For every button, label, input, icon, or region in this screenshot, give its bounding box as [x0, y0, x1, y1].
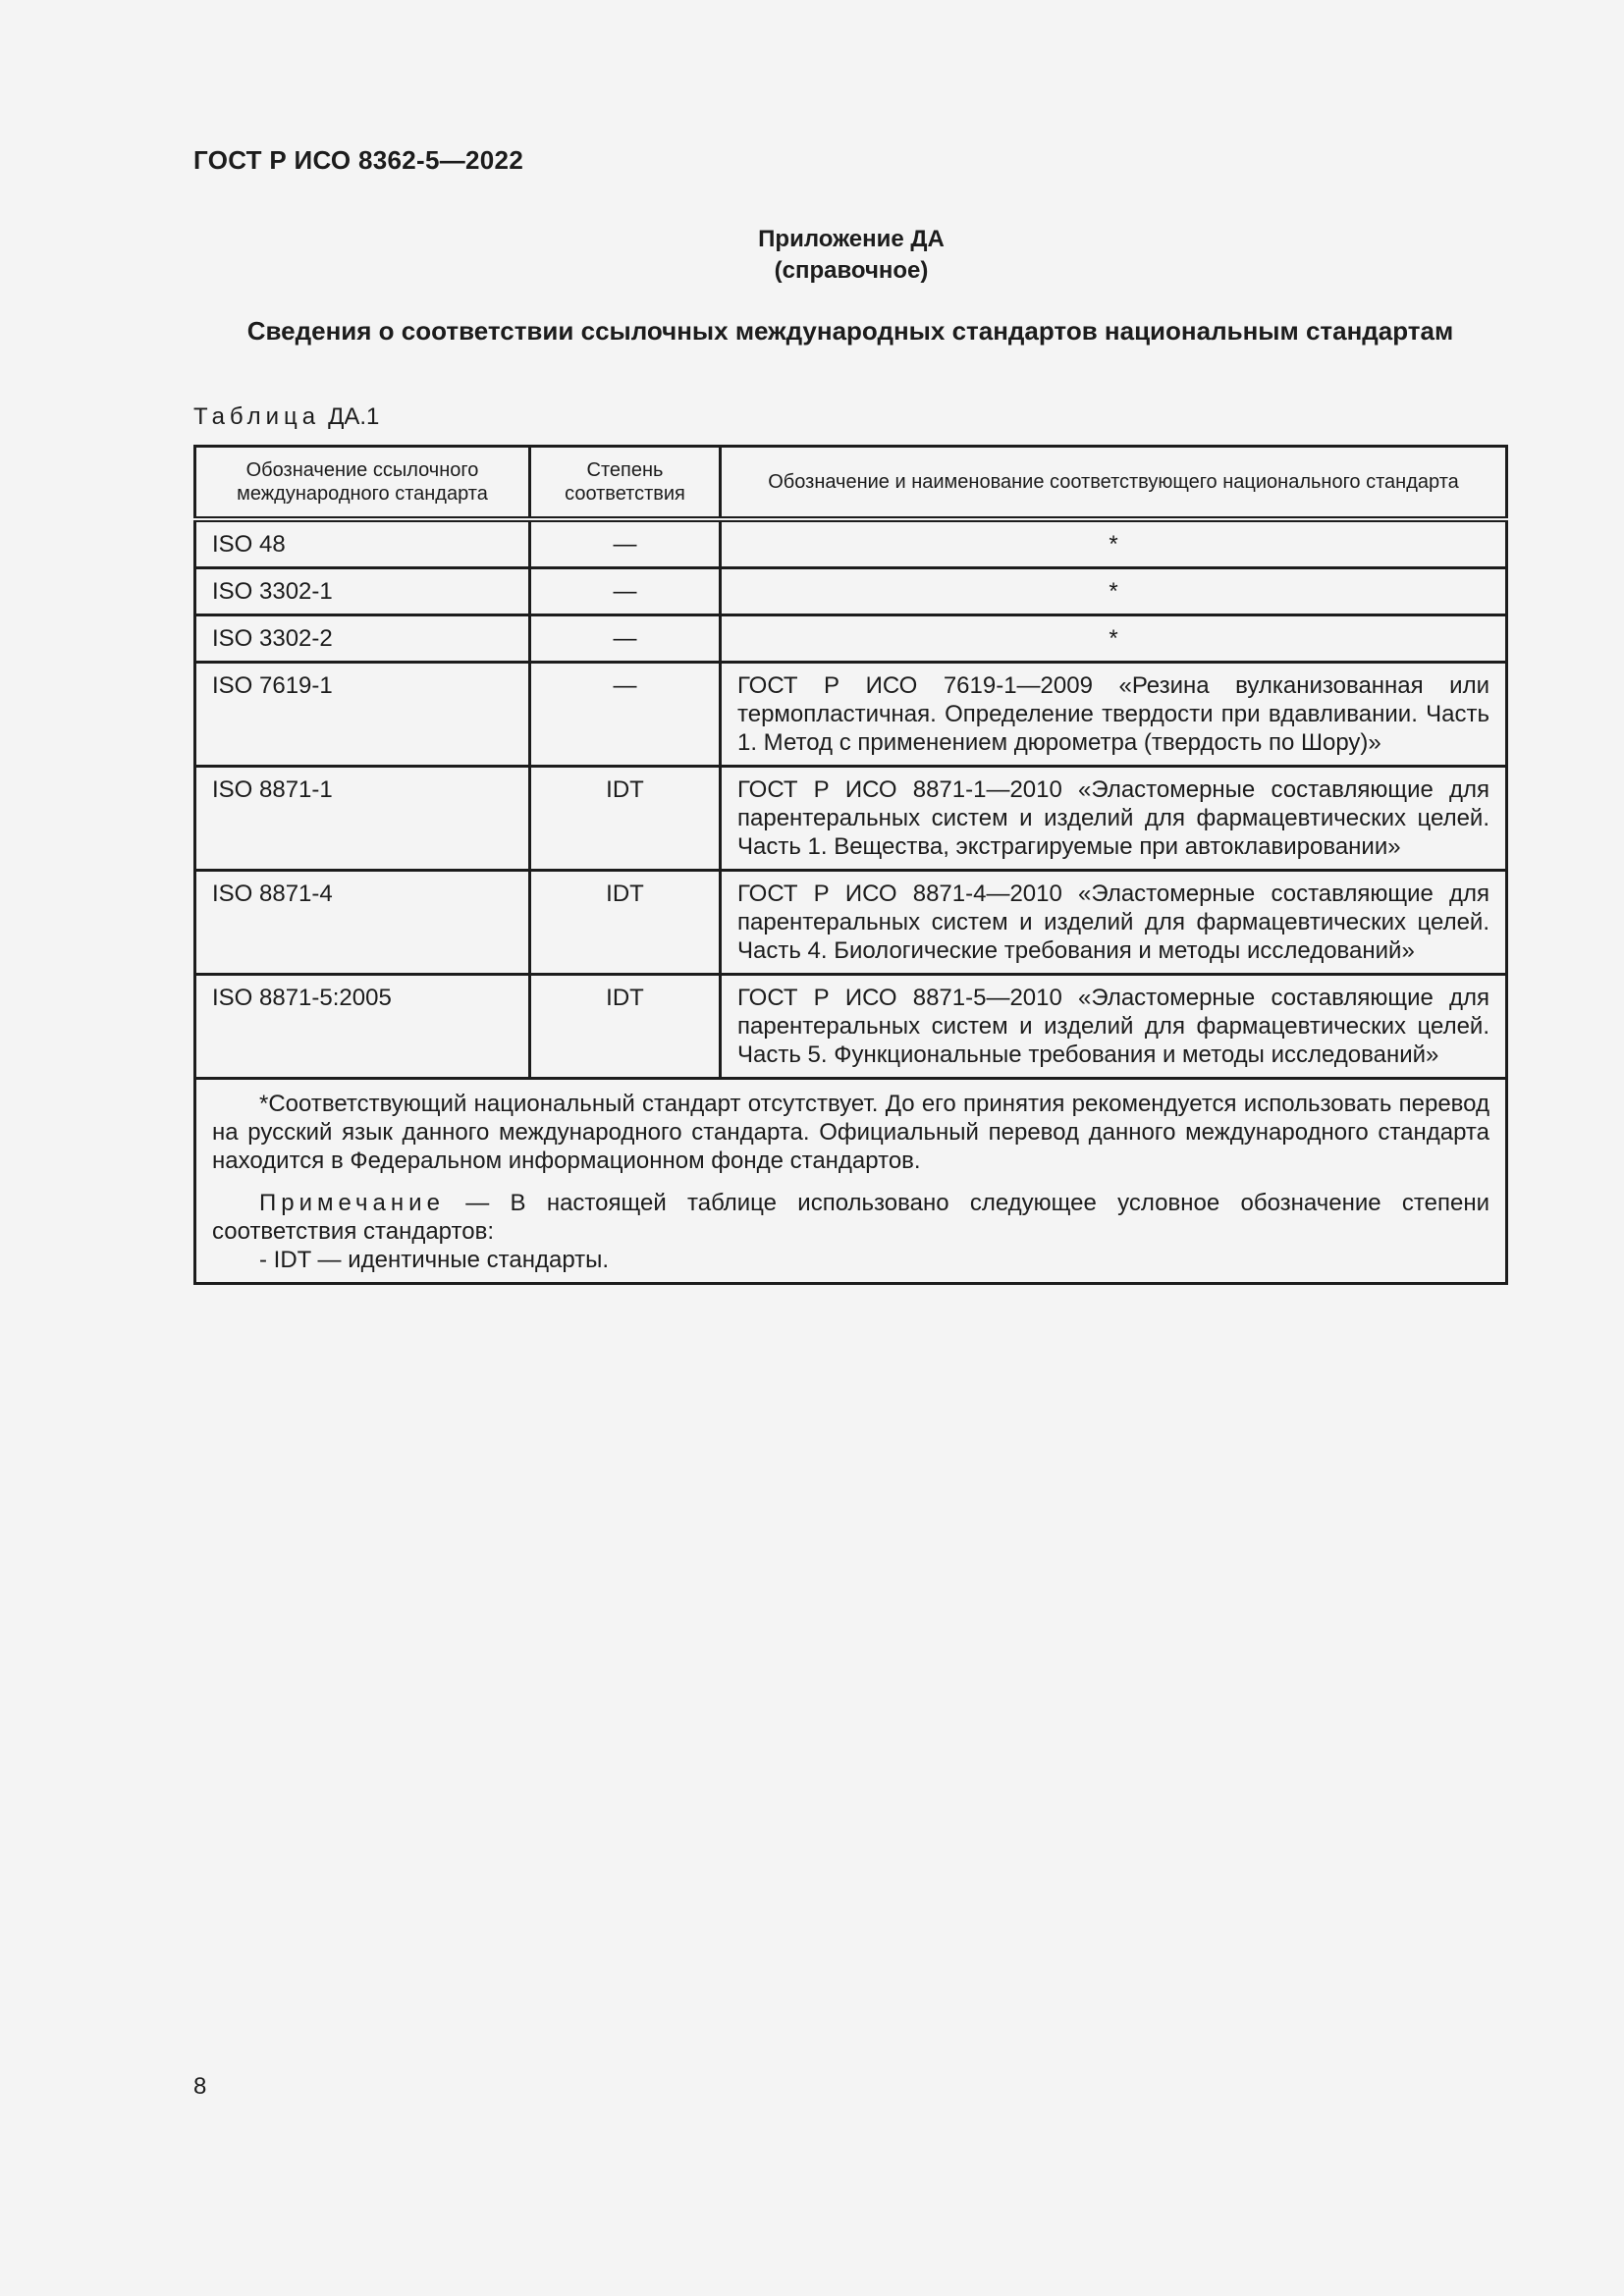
cell-code: ISO 8871-1 [195, 767, 530, 871]
cell-code: ISO 3302-2 [195, 615, 530, 663]
cell-national: * [721, 519, 1507, 568]
cell-degree: — [530, 615, 721, 663]
table-row [195, 568, 1507, 615]
annex-label: Приложение ДА [758, 226, 945, 252]
table-row [195, 975, 1507, 1079]
header-national-standard: Обозначение и наименование соответствующего национального стандарта [721, 447, 1507, 520]
cell-national: * [721, 568, 1507, 615]
table-footnote-cell [195, 1079, 1507, 1284]
annex-title: Сведения о соответствии ссылочных международных стандартов национальным стандартам [246, 316, 1454, 346]
cell-degree: — [530, 663, 721, 767]
table-row [195, 519, 1507, 568]
cell-national: ГОСТ Р ИСО 8871-1—2010 «Эластомерные составляющие для парентеральных систем и изделий для фармацевтических целей. Часть 1. Вещества, экстрагируемые при автоклавировании» [721, 767, 1507, 871]
cell-degree: IDT [530, 767, 721, 871]
table-row [195, 871, 1507, 975]
table-caption [193, 403, 379, 431]
header-international-standard: Обозначение ссылочного международного стандарта [195, 447, 530, 520]
cell-degree: IDT [530, 871, 721, 975]
table-row [195, 615, 1507, 663]
page-number: 8 [193, 2073, 207, 2100]
table-header-row [195, 447, 1507, 520]
footnote-text: *Соответствующий национальный стандарт отсутствует. До его принятия рекомендуется использовать перевод на русский язык данного международного стандарта. Официальный перевод данного международного стандарта находится в Федеральном информационном фонде стандартов. [212, 1091, 1489, 1174]
cell-degree: — [530, 568, 721, 615]
cell-code: ISO 8871-4 [195, 871, 530, 975]
note-list-item: - IDT — идентичные стандарты. [259, 1247, 610, 1273]
cell-code: ISO 48 [195, 519, 530, 568]
table-row [195, 767, 1507, 871]
cell-national: * [721, 615, 1507, 663]
cell-national: ГОСТ Р ИСО 7619-1—2009 «Резина вулканизованная или термопластичная. Определение твердости при вдавливании. Часть 1. Метод с применением дюрометра (твердость по Шору)» [721, 663, 1507, 767]
cell-code: ISO 3302-1 [195, 568, 530, 615]
note-label: Примечание [259, 1190, 445, 1216]
table-row [195, 663, 1507, 767]
table-caption-word: Таблица [193, 403, 321, 430]
cell-code: ISO 7619-1 [195, 663, 530, 767]
cell-national: ГОСТ Р ИСО 8871-4—2010 «Эластомерные составляющие для парентеральных систем и изделий для фармацевтических целей. Часть 4. Биологические требования и методы исследований» [721, 871, 1507, 975]
table-caption-number: ДА.1 [328, 403, 380, 430]
header-degree: Степень соответствия [530, 447, 721, 520]
cell-code: ISO 8871-5:2005 [195, 975, 530, 1079]
cell-degree: IDT [530, 975, 721, 1079]
cell-degree: — [530, 519, 721, 568]
correspondence-table [193, 445, 1508, 1285]
note-text: — В настоящей таблице использовано следующее условное обозначение степени соответствия стандартов: [212, 1190, 1489, 1245]
table-footnote-row [195, 1079, 1507, 1284]
document-designation: ГОСТ Р ИСО 8362-5—2022 [193, 145, 524, 175]
table-note [212, 1189, 1489, 1246]
cell-national: ГОСТ Р ИСО 8871-5—2010 «Эластомерные составляющие для парентеральных систем и изделий для фармацевтических целей. Часть 5. Функциональные требования и методы исследований» [721, 975, 1507, 1079]
annex-type: (справочное) [774, 257, 929, 284]
annex-heading [0, 224, 1624, 287]
